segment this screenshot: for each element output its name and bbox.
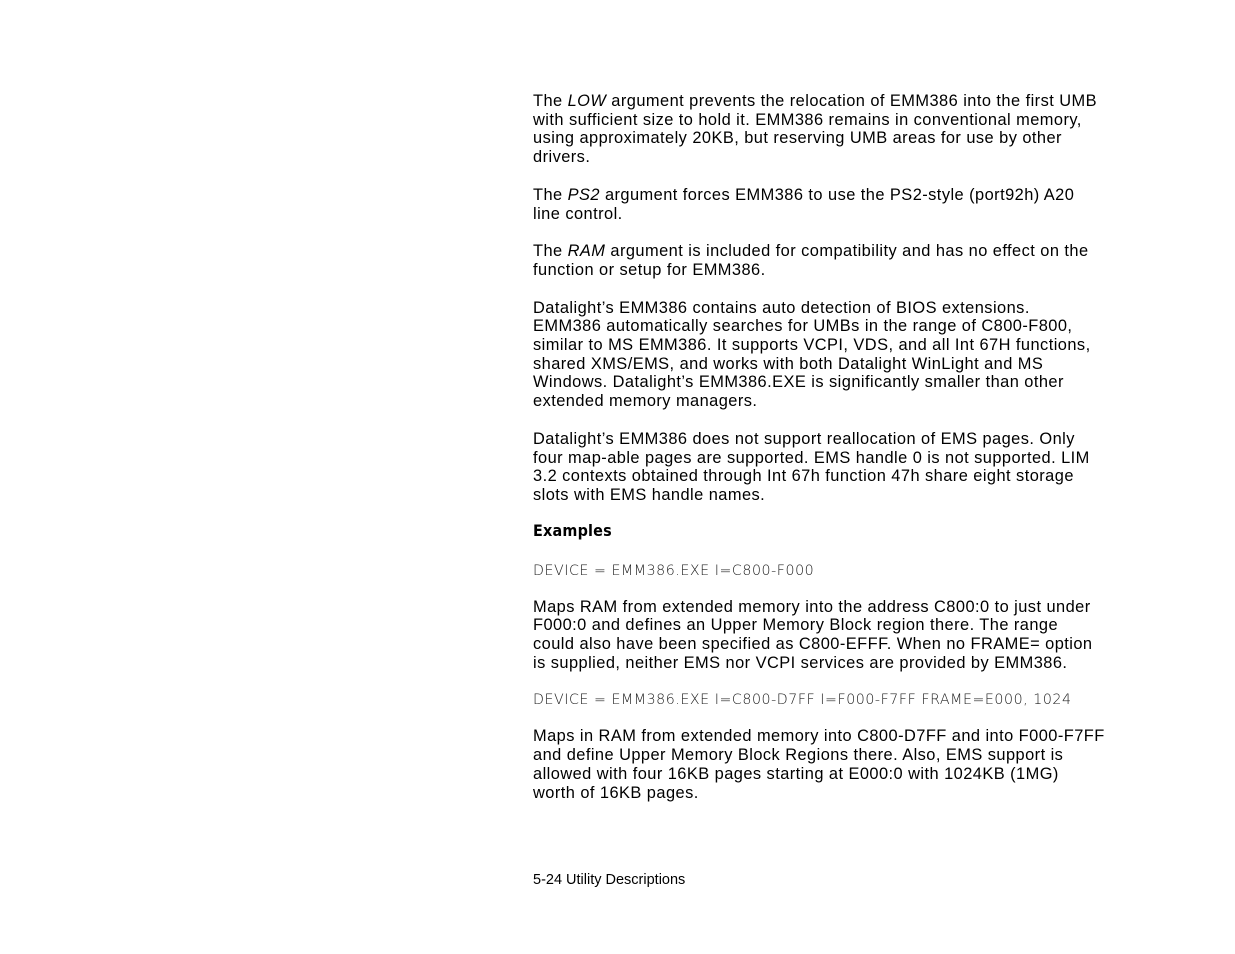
argument-name: LOW bbox=[567, 92, 607, 110]
paragraph-low-argument bbox=[533, 92, 1193, 167]
example-command-1: DEVICE = EMM386.EXE I=C800-F000 bbox=[533, 562, 815, 579]
text-line: is supplied, neither EMS nor VCPI services are provided by EMM386. bbox=[533, 653, 1068, 672]
text-line bbox=[533, 242, 1193, 261]
text-segment: argument prevents the relocation of EMM386 into the first UMB bbox=[606, 92, 1097, 110]
text-line: slots with EMS handle names. bbox=[533, 485, 766, 504]
text-line: EMM386 automatically searches for UMBs in the range of C800-F800, bbox=[533, 317, 1073, 336]
example-description-2 bbox=[533, 727, 1193, 802]
text-line: similar to MS EMM386. It supports VCPI, VDS, and all Int 67H functions, bbox=[533, 336, 1091, 355]
text-line bbox=[533, 92, 1193, 111]
text-line: extended memory managers. bbox=[533, 392, 758, 411]
paragraph-ps2-argument bbox=[533, 186, 1193, 223]
text-segment: argument forces EMM386 to use the PS2-style (port92h) A20 bbox=[599, 185, 1075, 204]
example-description-1 bbox=[533, 598, 1193, 673]
text-line: shared XMS/EMS, and works with both Datalight WinLight and MS bbox=[533, 354, 1044, 373]
text-line: with sufficient size to hold it. EMM386 remains in conventional memory, bbox=[533, 110, 1082, 129]
text-segment: argument is included for compatibility and has no effect on the bbox=[605, 242, 1089, 261]
paragraph-auto-detection bbox=[533, 299, 1193, 411]
document-page bbox=[533, 92, 1193, 821]
text-line: could also have been specified as C800-EFFF. When no FRAME= option bbox=[533, 635, 1093, 654]
page-footer: 5-24 Utility Descriptions bbox=[533, 872, 686, 888]
paragraph-ram-argument bbox=[533, 242, 1193, 279]
examples-heading: Examples bbox=[533, 520, 612, 540]
text-segment: The bbox=[533, 185, 568, 204]
argument-name: RAM bbox=[567, 242, 606, 261]
text-line: drivers. bbox=[533, 148, 591, 167]
argument-name: PS2 bbox=[567, 185, 600, 204]
text-line: function or setup for EMM386. bbox=[533, 260, 766, 279]
text-line: 3.2 contexts obtained through Int 67h function 47h share eight storage bbox=[533, 467, 1074, 486]
text-line: four map-able pages are supported. EMS handle 0 is not supported. LIM bbox=[533, 448, 1090, 467]
text-line: line control. bbox=[533, 204, 623, 223]
text-line: Windows. Datalight’s EMM386.EXE is significantly smaller than other bbox=[533, 373, 1064, 392]
text-line bbox=[533, 186, 1193, 205]
text-line: Datalight’s EMM386 contains auto detection of BIOS extensions. bbox=[533, 298, 1030, 317]
text-line: allowed with four 16KB pages starting at E000:0 with 1024KB (1MG) bbox=[533, 764, 1059, 783]
text-line: Datalight’s EMM386 does not support reallocation of EMS pages. Only bbox=[533, 429, 1075, 448]
text-line: F000:0 and defines an Upper Memory Block region there. The range bbox=[533, 616, 1059, 635]
text-line: Maps in RAM from extended memory into C800-D7FF and into F000-F7FF bbox=[533, 727, 1105, 746]
example-command-2: DEVICE = EMM386.EXE I=C800-D7FF I=F000-F7FF FRAME=E000, 1024 bbox=[533, 692, 1072, 709]
text-segment: The bbox=[533, 92, 568, 110]
paragraph-limitations bbox=[533, 430, 1193, 505]
text-line: and define Upper Memory Block Regions there. Also, EMS support is bbox=[533, 746, 1064, 765]
text-line: using approximately 20KB, but reserving UMB areas for use by other bbox=[533, 129, 1062, 148]
text-line: Maps RAM from extended memory into the address C800:0 to just under bbox=[533, 597, 1091, 616]
text-line: worth of 16KB pages. bbox=[533, 783, 699, 802]
text-segment: The bbox=[533, 242, 568, 261]
